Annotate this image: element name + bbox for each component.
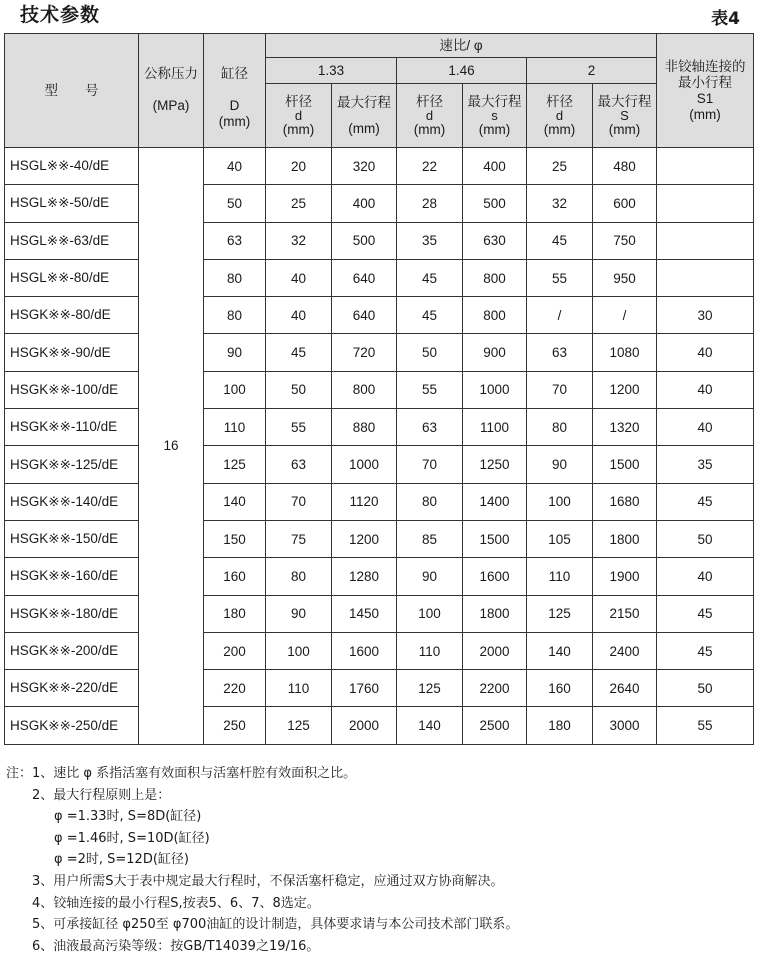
cell-stroke-2: 3000 — [593, 707, 657, 744]
cell-min-stroke: 50 — [657, 520, 754, 557]
cell-rod-146: 35 — [397, 222, 463, 259]
table-row — [5, 222, 754, 259]
header-ratio-2: 1.46 — [397, 58, 527, 84]
cell-rod-2: 100 — [527, 483, 593, 520]
cell-model: HSGK※※-140/dE — [5, 483, 139, 520]
cell-min-stroke — [657, 222, 754, 259]
notes — [6, 763, 518, 957]
cell-rod-146: 50 — [397, 334, 463, 371]
note-1: 注：1、速比 φ 系指活塞有效面积与活塞杆腔有效面积之比。 — [6, 766, 357, 781]
cell-model: HSGK※※-250/dE — [5, 707, 139, 744]
cell-rod-146: 90 — [397, 558, 463, 595]
cell-rod-146: 125 — [397, 670, 463, 707]
cell-min-stroke: 50 — [657, 670, 754, 707]
cell-stroke-146: 800 — [463, 297, 527, 334]
cell-stroke-2: 2150 — [593, 595, 657, 632]
cell-stroke-133: 880 — [332, 409, 397, 446]
cell-bore: 220 — [204, 670, 266, 707]
cell-bore: 90 — [204, 334, 266, 371]
table-row — [5, 670, 754, 707]
cell-rod-2: 140 — [527, 632, 593, 669]
cell-stroke-133: 1600 — [332, 632, 397, 669]
header-rod-2: 杆径 d (mm) — [397, 84, 463, 148]
cell-rod-146: 22 — [397, 148, 463, 185]
table-row — [5, 409, 754, 446]
cell-model: HSGK※※-80/dE — [5, 297, 139, 334]
table-row — [5, 707, 754, 744]
cell-rod-2: 80 — [527, 409, 593, 446]
note-2: 2、最大行程原则上是： — [32, 787, 171, 803]
cell-stroke-133: 500 — [332, 222, 397, 259]
cell-stroke-146: 1250 — [463, 446, 527, 483]
cell-rod-2: 25 — [527, 148, 593, 185]
page-title: 技术参数 — [20, 4, 101, 26]
cell-bore: 50 — [204, 185, 266, 222]
cell-rod-2: 160 — [527, 670, 593, 707]
table-row — [5, 371, 754, 408]
cell-stroke-146: 2200 — [463, 670, 527, 707]
cell-stroke-146: 630 — [463, 222, 527, 259]
cell-min-stroke: 40 — [657, 371, 754, 408]
cell-bore: 180 — [204, 595, 266, 632]
cell-min-stroke — [657, 259, 754, 296]
cell-stroke-133: 1280 — [332, 558, 397, 595]
note-3: 3、用户所需S大于表中规定最大行程时，不保活塞杆稳定，应通过双方协商解决。 — [32, 873, 504, 889]
cell-rod-133: 75 — [266, 520, 332, 557]
header-stroke-2: 最大行程 s (mm) — [463, 84, 527, 148]
cell-rod-146: 140 — [397, 707, 463, 744]
note-2b: φ =1.46时, S=10D(缸径) — [54, 830, 210, 846]
cell-rod-2: 110 — [527, 558, 593, 595]
table-row — [5, 297, 754, 334]
table-row — [5, 148, 754, 185]
cell-bore: 200 — [204, 632, 266, 669]
cell-stroke-2: 750 — [593, 222, 657, 259]
cell-model: HSGL※※-40/dE — [5, 148, 139, 185]
cell-rod-146: 28 — [397, 185, 463, 222]
cell-rod-133: 110 — [266, 670, 332, 707]
cell-min-stroke: 40 — [657, 409, 754, 446]
cell-stroke-133: 320 — [332, 148, 397, 185]
cell-rod-2: 63 — [527, 334, 593, 371]
cell-model: HSGL※※-63/dE — [5, 222, 139, 259]
cell-stroke-2: 2400 — [593, 632, 657, 669]
cell-stroke-133: 1450 — [332, 595, 397, 632]
cell-min-stroke — [657, 148, 754, 185]
cell-bore: 110 — [204, 409, 266, 446]
cell-rod-133: 40 — [266, 297, 332, 334]
cell-stroke-146: 1100 — [463, 409, 527, 446]
cell-rod-133: 45 — [266, 334, 332, 371]
table-row — [5, 558, 754, 595]
table-row — [5, 334, 754, 371]
cell-rod-2: 55 — [527, 259, 593, 296]
header-rod-1: 杆径 d (mm) — [266, 84, 332, 148]
table-row — [5, 483, 754, 520]
cell-rod-2: 45 — [527, 222, 593, 259]
cell-rod-133: 63 — [266, 446, 332, 483]
cell-rod-146: 85 — [397, 520, 463, 557]
cell-model: HSGK※※-90/dE — [5, 334, 139, 371]
note-4: 4、铰轴连接的最小行程S,按表5、6、7、8选定。 — [32, 895, 320, 911]
note-6: 6、油液最高污染等级：按GB/T14039之19/16。 — [32, 938, 320, 954]
cell-stroke-146: 2000 — [463, 632, 527, 669]
note-5: 5、可承接缸径 φ250至 φ700油缸的设计制造，具体要求请与本公司技术部门联系。 — [32, 917, 519, 933]
table-row — [5, 259, 754, 296]
cell-stroke-2: 2640 — [593, 670, 657, 707]
cell-bore: 150 — [204, 520, 266, 557]
cell-stroke-146: 400 — [463, 148, 527, 185]
header-ratio-1: 1.33 — [266, 58, 397, 84]
cell-model: HSGK※※-180/dE — [5, 595, 139, 632]
cell-stroke-133: 800 — [332, 371, 397, 408]
note-2c: φ =2时, S=12D(缸径) — [54, 852, 189, 868]
cell-stroke-146: 1400 — [463, 483, 527, 520]
cell-bore: 80 — [204, 297, 266, 334]
table-number: 表4 — [711, 9, 740, 29]
cell-rod-2: 70 — [527, 371, 593, 408]
cell-model: HSGK※※-150/dE — [5, 520, 139, 557]
cell-rod-133: 50 — [266, 371, 332, 408]
cell-rod-146: 110 — [397, 632, 463, 669]
cell-pressure: 16 — [139, 148, 204, 745]
cell-min-stroke: 45 — [657, 595, 754, 632]
cell-stroke-2: 600 — [593, 185, 657, 222]
table-row — [5, 185, 754, 222]
table-body — [5, 148, 754, 745]
cell-min-stroke: 45 — [657, 483, 754, 520]
header-model: 型 号 — [5, 34, 139, 148]
cell-model: HSGK※※-200/dE — [5, 632, 139, 669]
cell-model: HSGK※※-110/dE — [5, 409, 139, 446]
cell-stroke-146: 500 — [463, 185, 527, 222]
cell-model: HSGL※※-50/dE — [5, 185, 139, 222]
cell-stroke-2: 1080 — [593, 334, 657, 371]
cell-stroke-146: 900 — [463, 334, 527, 371]
cell-stroke-2: 950 — [593, 259, 657, 296]
cell-rod-146: 100 — [397, 595, 463, 632]
cell-stroke-133: 2000 — [332, 707, 397, 744]
table-row — [5, 520, 754, 557]
cell-rod-133: 100 — [266, 632, 332, 669]
cell-rod-146: 45 — [397, 259, 463, 296]
cell-rod-2: 125 — [527, 595, 593, 632]
cell-bore: 100 — [204, 371, 266, 408]
cell-rod-2: 32 — [527, 185, 593, 222]
cell-stroke-146: 1500 — [463, 520, 527, 557]
cell-stroke-146: 1800 — [463, 595, 527, 632]
cell-rod-133: 125 — [266, 707, 332, 744]
cell-bore: 160 — [204, 558, 266, 595]
cell-min-stroke: 45 — [657, 632, 754, 669]
cell-min-stroke: 40 — [657, 334, 754, 371]
spec-table — [4, 33, 754, 745]
cell-stroke-133: 640 — [332, 297, 397, 334]
cell-stroke-2: 1900 — [593, 558, 657, 595]
cell-bore: 80 — [204, 259, 266, 296]
cell-stroke-133: 1760 — [332, 670, 397, 707]
cell-rod-2: 105 — [527, 520, 593, 557]
cell-rod-146: 45 — [397, 297, 463, 334]
cell-bore: 40 — [204, 148, 266, 185]
cell-stroke-2: 1200 — [593, 371, 657, 408]
cell-stroke-146: 800 — [463, 259, 527, 296]
header-ratio-3: 2 — [527, 58, 657, 84]
note-2a: φ =1.33时, S=8D(缸径) — [54, 809, 202, 825]
cell-rod-146: 55 — [397, 371, 463, 408]
cell-rod-146: 70 — [397, 446, 463, 483]
table-row — [5, 446, 754, 483]
cell-model: HSGL※※-80/dE — [5, 259, 139, 296]
header-bore: 缸径 D (mm) — [204, 34, 266, 148]
header-speed-ratio: 速比/ φ — [266, 34, 657, 58]
cell-model: HSGK※※-220/dE — [5, 670, 139, 707]
cell-min-stroke — [657, 185, 754, 222]
cell-rod-133: 20 — [266, 148, 332, 185]
cell-rod-133: 25 — [266, 185, 332, 222]
header-min-stroke: 非铰轴连接的 最小行程 S1 (mm) — [657, 34, 754, 148]
cell-bore: 250 — [204, 707, 266, 744]
cell-min-stroke: 55 — [657, 707, 754, 744]
cell-stroke-2: 1320 — [593, 409, 657, 446]
cell-rod-133: 40 — [266, 259, 332, 296]
cell-min-stroke: 40 — [657, 558, 754, 595]
cell-rod-2: 180 — [527, 707, 593, 744]
cell-rod-146: 63 — [397, 409, 463, 446]
cell-model: HSGK※※-100/dE — [5, 371, 139, 408]
cell-rod-133: 90 — [266, 595, 332, 632]
cell-stroke-133: 1200 — [332, 520, 397, 557]
cell-stroke-133: 1120 — [332, 483, 397, 520]
cell-rod-133: 32 — [266, 222, 332, 259]
header-stroke-1: 最大行程 (mm) — [332, 84, 397, 148]
cell-model: HSGK※※-160/dE — [5, 558, 139, 595]
header-rod-3: 杆径 d (mm) — [527, 84, 593, 148]
cell-rod-2: 90 — [527, 446, 593, 483]
cell-rod-133: 70 — [266, 483, 332, 520]
cell-stroke-2: / — [593, 297, 657, 334]
cell-stroke-2: 480 — [593, 148, 657, 185]
cell-stroke-2: 1680 — [593, 483, 657, 520]
cell-bore: 63 — [204, 222, 266, 259]
cell-bore: 140 — [204, 483, 266, 520]
cell-model: HSGK※※-125/dE — [5, 446, 139, 483]
cell-min-stroke: 35 — [657, 446, 754, 483]
cell-bore: 125 — [204, 446, 266, 483]
cell-rod-2: / — [527, 297, 593, 334]
cell-stroke-146: 1600 — [463, 558, 527, 595]
cell-stroke-133: 720 — [332, 334, 397, 371]
header-stroke-3: 最大行程 S (mm) — [593, 84, 657, 148]
cell-min-stroke: 30 — [657, 297, 754, 334]
cell-stroke-2: 1800 — [593, 520, 657, 557]
cell-stroke-133: 400 — [332, 185, 397, 222]
cell-stroke-2: 1500 — [593, 446, 657, 483]
table-row — [5, 595, 754, 632]
cell-stroke-133: 640 — [332, 259, 397, 296]
cell-rod-133: 80 — [266, 558, 332, 595]
cell-rod-146: 80 — [397, 483, 463, 520]
table-row — [5, 632, 754, 669]
cell-stroke-133: 1000 — [332, 446, 397, 483]
cell-rod-133: 55 — [266, 409, 332, 446]
cell-stroke-146: 1000 — [463, 371, 527, 408]
cell-stroke-146: 2500 — [463, 707, 527, 744]
header-pressure: 公称压力 (MPa) — [139, 34, 204, 148]
